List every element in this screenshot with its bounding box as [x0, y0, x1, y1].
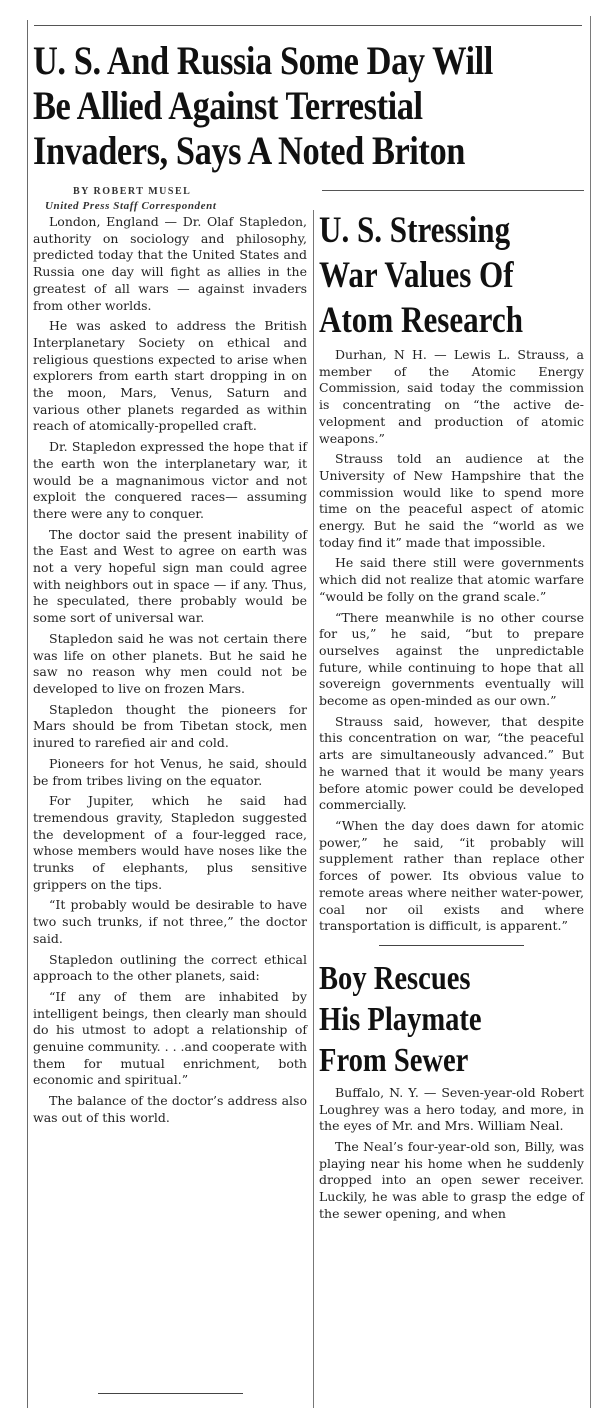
main-story-paragraph: Dr. Stapledon expressed the hope that if the earth won the interplanetary war, it would be a magnanimous victor and not exploit the conquered races— assuming there were any to conquer. — [33, 439, 307, 521]
main-story-paragraph: Stapledon thought the pioneers for Mars should be from Tibetan stock, men inured to rarefied air and cold. — [33, 701, 307, 751]
main-story-paragraph: “It probably would be desirable to have two such trunks, if not three,” the doctor said. — [33, 897, 307, 946]
main-story-paragraph: Pioneers for hot Venus, he said, should be from tribes living on the equator. — [33, 755, 307, 788]
right-column — [319, 208, 584, 1227]
sewer-headline-line: From Sewer — [319, 1041, 469, 1079]
main-story-paragraph: For Jupiter, which he said had tremendous gravity, Stapledon suggested the development of a four-legged race, whose members would have noses like the trunks of elephants, plus sensitive grippers on the tips. — [33, 793, 307, 892]
correspondent-credit: United Press Staff Correspondent — [45, 200, 217, 212]
main-headline — [33, 38, 592, 173]
main-story-paragraph: London, England — Dr. Olaf Stapledon, authority on sociology and philosophy, predicted today that the United States and Russia one day will fight as allies in the greatest of all wars — against invaders from other worlds. — [33, 214, 307, 313]
byline: BY ROBERT MUSEL — [73, 186, 192, 197]
main-headline-line: Be Allied Against Terrestial — [33, 83, 423, 128]
main-headline-line: U. S. And Russia Some Day Will — [33, 38, 493, 83]
main-story-column — [33, 185, 307, 1131]
atom-story-paragraph: He said there still were governments which did not realize that atomic warfare “would be folly on the grand scale.” — [319, 555, 584, 604]
right-column-top-rule — [322, 190, 584, 191]
story-separator-rule — [379, 945, 524, 946]
main-story-paragraph: He was asked to address the British Interplanetary Society on ethical and religious questions expected to arise when explorers from earth start dropping in on the moon, Mars, Venus, Saturn and various other planets regarded as within reach of atomically-propelled craft. — [33, 318, 307, 434]
sewer-story-paragraph: The Neal’s four-year-old son, Billy, was playing near his home when he suddenly dropped into an open sewer receiver. Luckily, he was able to grasp the edge of the sewer opening, and when — [319, 1139, 584, 1221]
main-headline-line: Invaders, Says A Noted Briton — [33, 128, 465, 173]
atom-story-paragraph: Strauss said, however, that despite this concentration on war, “the peaceful arts are simultaneously advanced.” But he warned that it would be many years before atomic power could be developed commercially. — [319, 713, 584, 813]
main-story-paragraph: Stapledon outlining the correct ethical approach to the other planets, said: — [33, 951, 307, 984]
main-story-paragraph: The doctor said the present inability of the East and West to agree on earth was not a very hopeful sign man could agree with neighbors out in space — if any. Thus, he speculated, there probably would be some sort of universal war. — [33, 526, 307, 626]
column-divider — [313, 210, 314, 1408]
sewer-story-paragraph: Buffalo, N. Y. — Seven-year-old Robert Loughrey was a hero today, and more, in the eyes of Mr. and Mrs. William Neal. — [319, 1084, 584, 1134]
atom-headline-line: Atom Research — [319, 300, 523, 341]
atom-story-paragraph: Strauss told an audience at the University of New Hampshire that the commission would like to spend more time on the peaceful aspect of atomic energy. But he said the “world as we today find it” made that impossible. — [319, 451, 584, 550]
sewer-headline-line: Boy Rescues — [319, 959, 471, 997]
frame-left-border — [27, 20, 28, 1408]
atom-story-paragraph: Durhan, N H. — Lewis L. Strauss, a member of the Atomic Energy Commission, said today the commission is concentrating on “the active development and production of atomic weapons.” — [319, 347, 584, 446]
top-rule — [34, 25, 582, 26]
sewer-story-headline — [319, 958, 588, 1081]
frame-right-border — [590, 16, 591, 1408]
atom-story-headline — [319, 208, 588, 343]
atom-headline-line: U. S. Stressing — [319, 210, 511, 251]
story-end-rule — [98, 1393, 243, 1394]
sewer-headline-line: His Playmate — [319, 1000, 482, 1038]
atom-story-paragraph: “When the day does dawn for atomic power,” he said, “it probably will supplement rather than replace other forces of power. Its obvious value to remote areas where neither water-power, coal nor oil exists and where transportation is difficult, is apparent.” — [319, 817, 584, 934]
atom-story-paragraph: “There meanwhile is no other course for us,” he said, “but to prepare ourselves against the unpredictable future, while continuing to hope that all sovereign governments eventually will become as open-minded as our own.” — [319, 609, 584, 709]
main-story-paragraph: Stapledon said he was not certain there was life on other planets. But he said he saw no reason why men could not be developed to live on frozen Mars. — [33, 630, 307, 696]
main-story-paragraph: “If any of them are inhabited by intelligent beings, then clearly man should do his utmost to adopt a relationship of genuine community. . . .and cooperate with them for mutual enrichment, both economic and spiritual.” — [33, 988, 308, 1088]
atom-headline-line: War Values Of — [319, 255, 514, 296]
main-story-paragraph: The balance of the doctor’s address also was out of this world. — [33, 1093, 307, 1125]
